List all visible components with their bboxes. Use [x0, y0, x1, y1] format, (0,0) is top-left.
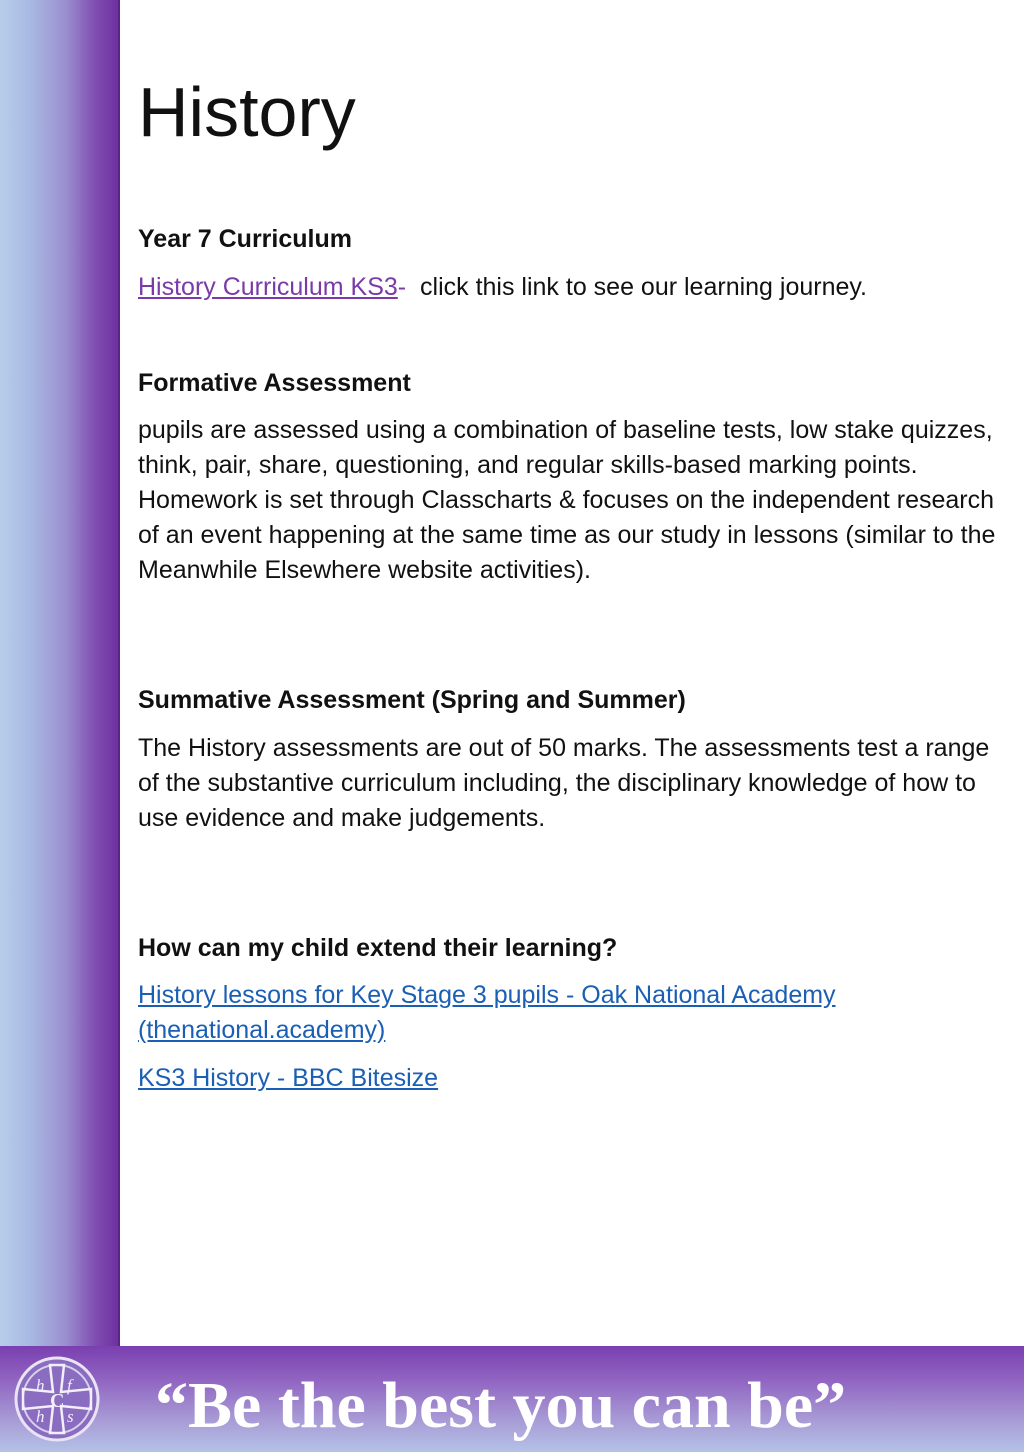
oak-national-academy-link[interactable]: History lessons for Key Stage 3 pupils - Oak National Academy (thenational.academy) — [138, 981, 836, 1044]
crest-letter-f: f — [67, 1376, 72, 1395]
curriculum-heading: Year 7 Curriculum — [138, 225, 352, 253]
footer-motto: “Be the best you can be” — [155, 1369, 847, 1442]
crest-letter-c: C — [50, 1390, 65, 1412]
formative-heading: Formative Assessment — [138, 369, 411, 397]
page-title: History — [138, 73, 356, 151]
school-crest-icon — [14, 1356, 100, 1442]
extend-link-oak-line — [138, 978, 1008, 1048]
bbc-bitesize-link[interactable]: KS3 History - BBC Bitesize — [138, 1064, 439, 1092]
extend-heading: How can my child extend their learning? — [138, 934, 618, 962]
formative-body: pupils are assessed using a combination of baseline tests, low stake quizzes, think, pair, share, questioning, and regular skills-based marking points. Homework is set through Classcharts & focuses on the independent research of an event happening at the same time as our study in lessons (similar to the Meanwhile Elsewhere website activities). — [138, 416, 996, 584]
history-curriculum-ks3-link[interactable]: History Curriculum KS3 — [138, 273, 398, 301]
curriculum-description: click this link to see our learning journey. — [420, 273, 867, 301]
crest-letter-s: s — [67, 1407, 74, 1426]
footer-banner — [0, 1346, 1024, 1452]
summative-body: The History assessments are out of 50 marks. The assessments test a range of the substantive curriculum including, the disciplinary knowledge of how to use evidence and make judgements. — [138, 734, 990, 832]
crest-letter-h-bottom: h — [36, 1407, 45, 1426]
summative-heading: Summative Assessment (Spring and Summer) — [138, 686, 686, 714]
curriculum-dash: - — [397, 273, 407, 301]
curriculum-line — [138, 270, 1008, 305]
extend-link-bbc-line — [138, 1061, 1008, 1096]
left-decorative-bar — [0, 0, 120, 1346]
crest-letter-h-top: h — [36, 1376, 45, 1395]
